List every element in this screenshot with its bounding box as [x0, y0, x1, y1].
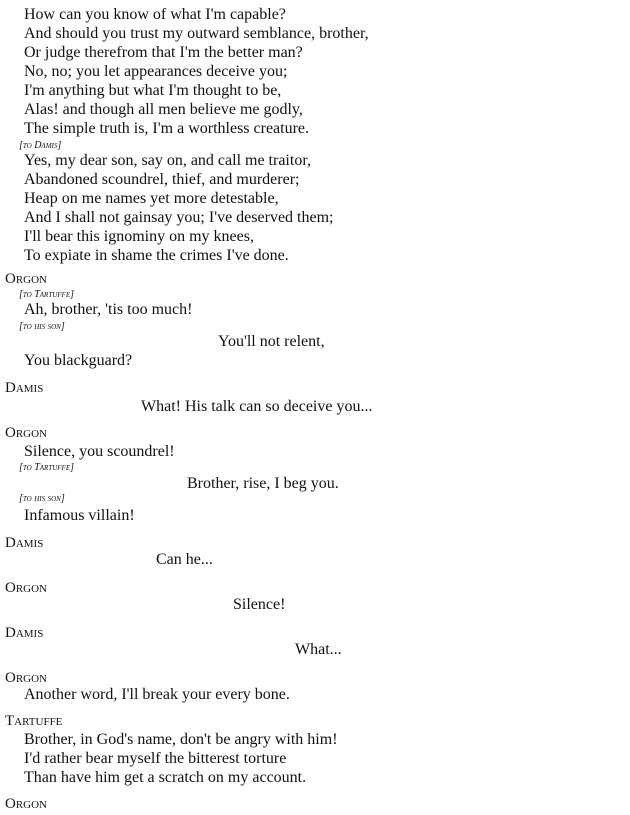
verse-line: I'll bear this ignominy on my knees, [24, 228, 254, 245]
verse-line: Alas! and though all men believe me godly, [24, 101, 303, 118]
verse-line: Or judge therefrom that I'm the better man? [24, 44, 303, 61]
verse-line: The simple truth is, I'm a worthless creature. [24, 120, 310, 137]
verse-line: Brother, rise, I beg you. [187, 475, 339, 492]
verse-line: Can he... [156, 551, 213, 568]
verse-line: Yes, my dear son, say on, and call me traitor, [24, 152, 312, 169]
verse-line: Than have him get a scratch on my account. [24, 769, 307, 786]
stage-direction: [to Tartuffe] [19, 289, 74, 300]
verse-line: Brother, in God's name, don't be angry with him! [24, 731, 338, 748]
verse-line: Ah, brother, 'tis too much! [24, 301, 193, 318]
verse-line: No, no; you let appearances deceive you; [24, 63, 288, 80]
verse-line: To expiate in shame the crimes I've done. [24, 247, 289, 264]
verse-line: You'll not relent, [218, 333, 325, 350]
verse-line: What! His talk can so deceive you... [141, 398, 373, 415]
verse-line: Abandoned scoundrel, thief, and murderer; [24, 171, 300, 188]
verse-line: And should you trust my outward semblance, brother, [24, 25, 369, 42]
speaker-name: Tartuffe [5, 713, 63, 729]
verse-line: How can you know of what I'm capable? [24, 6, 286, 23]
verse-line: Infamous villain! [24, 507, 135, 524]
speaker-name: Damis [5, 625, 44, 641]
verse-line: Another word, I'll break your every bone. [24, 686, 290, 703]
verse-line: And I shall not gainsay you; I've deserved them; [24, 209, 334, 226]
speaker-name: Orgon [5, 271, 48, 287]
speaker-name: Orgon [5, 425, 48, 441]
verse-line: Silence! [233, 596, 286, 613]
speaker-name: Damis [5, 380, 44, 396]
speaker-name: Damis [5, 535, 44, 551]
stage-direction: [to Tartuffe] [19, 462, 74, 473]
verse-line: What... [295, 641, 342, 658]
stage-direction: [to his son] [19, 321, 65, 332]
verse-line: Silence, you scoundrel! [24, 443, 175, 460]
speaker-name: Orgon [5, 670, 48, 686]
verse-line: You blackguard? [24, 352, 133, 369]
verse-line: I'd rather bear myself the bitterest torture [24, 750, 287, 767]
stage-direction: [to Damis] [19, 140, 62, 151]
stage-direction: [to his son] [19, 493, 65, 504]
speaker-name: Orgon [5, 796, 48, 812]
verse-line: Heap on me names yet more detestable, [24, 190, 279, 207]
verse-line: I'm anything but what I'm thought to be, [24, 82, 282, 99]
speaker-name: Orgon [5, 580, 48, 596]
